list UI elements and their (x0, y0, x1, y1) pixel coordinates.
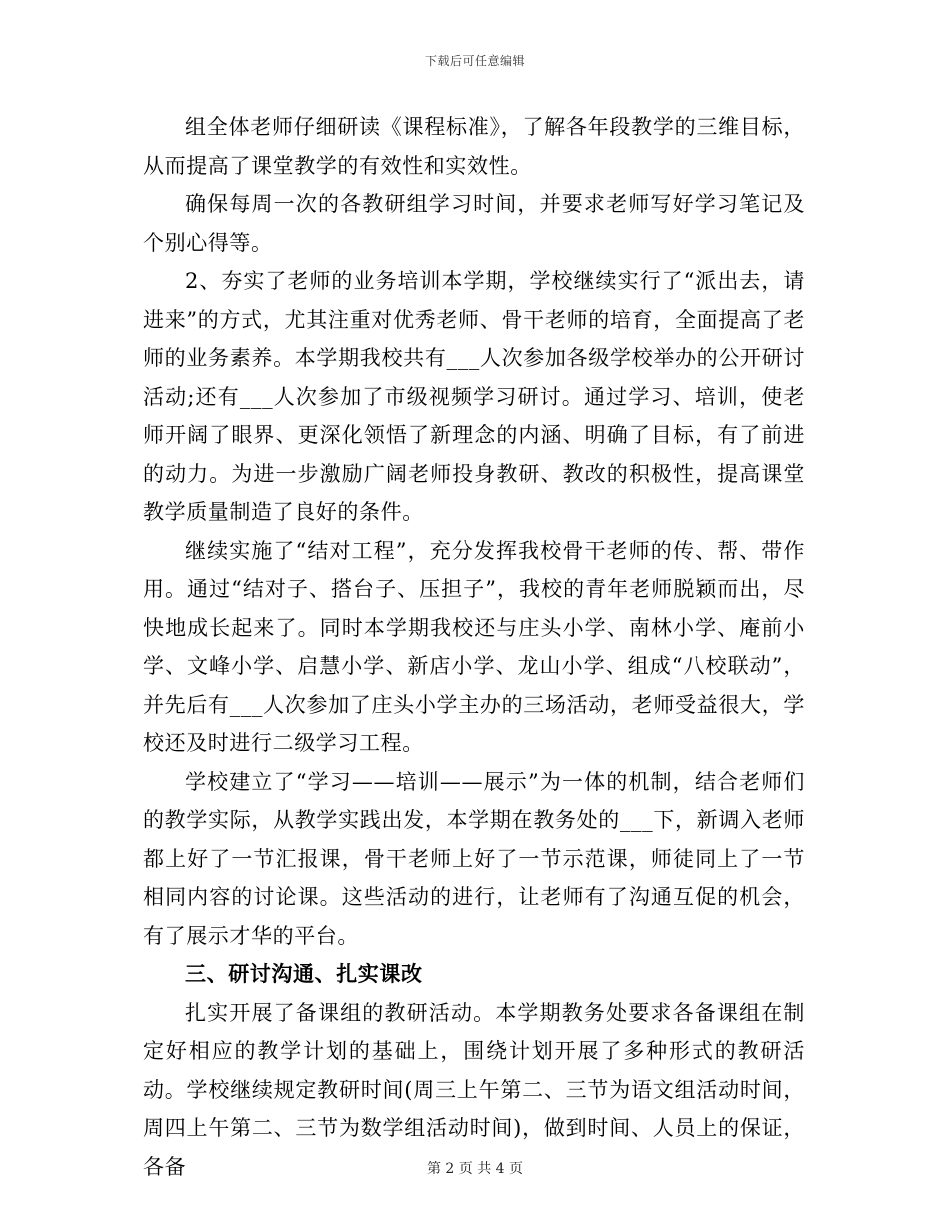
section-heading: 三、研讨沟通、扎实课改 (185, 961, 423, 986)
paragraph-4: 继续实施了“结对工程”，充分发挥我校骨干老师的传、帮、带作用。通过“结对子、搭台子、压担子”，我校的青年老师脱颖而出，尽快地成长起来了。同时本学期我校还与庄头小学、南林小学、庵前小学、文峰小学、启慧小学、新店小学、龙山小学、组成“八校联动”，并先后有___人次参加了庄头小学主办的三场活动，老师受益很大，学校还及时进行二级学习工程。 (143, 538, 805, 755)
page-header: 下载后可任意编辑 (424, 54, 525, 68)
paragraph-3: 2、夯实了老师的业务培训本学期，学校继续实行了“派出去，请进来”的方式，尤其注重对优秀老师、骨干老师的培育，全面提高了老师的业务素养。本学期我校共有___人次参加各级学校举办的公开研讨活动;还有___人次参加了市级视频学习研讨。通过学习、培训，使老师开阔了眼界、更深化领悟了新理念的内涵、明确了目标，有了前进的动力。为进一步激励广阔老师投身教研、教改的积极性，提高课堂教学质量制造了良好的条件。 (143, 269, 805, 524)
page-footer: 第 2 页 共 4 页 (426, 1161, 524, 1177)
paragraph-2: 确保每周一次的各教研组学习时间，并要求老师写好学习笔记及个别心得等。 (143, 192, 805, 255)
paragraph-1: 组全体老师仔细研读《课程标准》，了解各年段教学的三维目标，从而提高了课堂教学的有效性和实效性。 (143, 115, 805, 178)
paragraph-6: 扎实开展了备课组的教研活动。本学期教务处要求各备课组在制定好相应的教学计划的基础上，围绕计划开展了多种形式的教研活动。学校继续规定教研时间(周三上午第二、三节为语文组活动时间，周四上午第二、三节为数学组活动时间)，做到时间、人员上的保证，各备 (143, 1000, 805, 1179)
paragraph-5: 学校建立了“学习——培训——展示”为一体的机制，结合老师们的教学实际，从教学实践出发，本学期在教务处的___下，新调入老师都上好了一节汇报课，骨干老师上好了一节示范课，师徒同上了一节相同内容的讨论课。这些活动的进行，让老师有了沟通互促的机会，有了展示才华的平台。 (143, 769, 805, 948)
document-body (143, 108, 805, 1186)
